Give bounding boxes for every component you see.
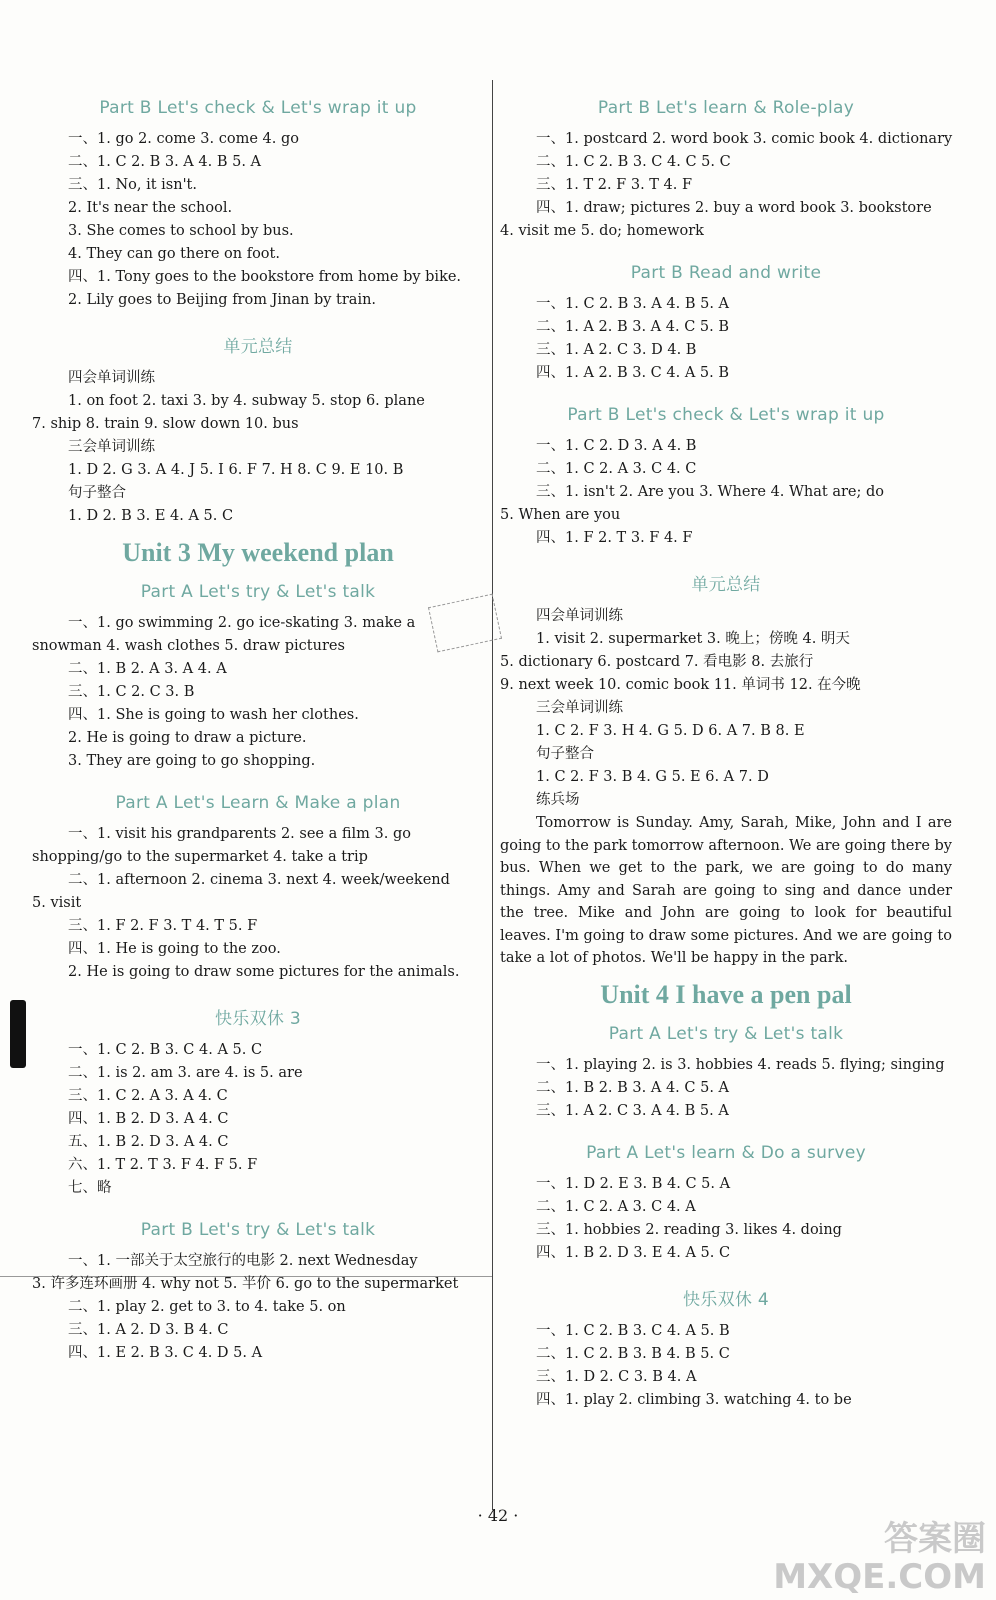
- unit-title: Unit 3 My weekend plan: [122, 538, 394, 567]
- answer-block: [32, 823, 484, 984]
- answer-line: snowman 4. wash clothes 5. draw pictures: [32, 638, 345, 654]
- answer-line: 二、1. play 2. get to 3. to 4. take 5. on: [68, 1299, 346, 1315]
- answer-line: 六、1. T 2. T 3. F 4. F 5. F: [68, 1157, 258, 1173]
- answer-line: 五、1. B 2. D 3. A 4. C: [68, 1134, 229, 1150]
- answer-line: 一、1. visit his grandparents 2. see a film 3. go: [68, 826, 411, 842]
- answer-line: 三、1. T 2. F 3. T 4. F: [536, 177, 693, 193]
- answer-line: 3. She comes to school by bus.: [68, 223, 294, 239]
- answer-line: 一、1. postcard 2. word book 3. comic book 4. dictionary: [536, 131, 953, 147]
- answer-line: 5. visit: [32, 895, 82, 911]
- answer-line: 三会单词训练: [536, 700, 623, 716]
- answer-line: 四、1. F 2. T 3. F 4. F: [536, 530, 693, 546]
- section-title: Part B Let's try & Let's talk: [140, 1220, 376, 1240]
- answer-line: 二、1. B 2. B 3. A 4. C 5. A: [536, 1079, 730, 1096]
- answer-line: 3. 许多连环画册 4. why not 5. 半价 6. go to the supermarket: [32, 1276, 459, 1292]
- answer-line: 一、1. D 2. E 3. B 4. C 5. A: [536, 1175, 731, 1192]
- answer-line: 一、1. 一部关于太空旅行的电影 2. next Wednesday: [68, 1253, 418, 1269]
- answer-block: [500, 293, 952, 385]
- answer-block: [500, 1320, 952, 1412]
- answer-line: 四、1. Tony goes to the bookstore from home by bike.: [68, 269, 462, 285]
- answer-line: 一、1. C 2. B 3. A 4. B 5. A: [536, 296, 730, 312]
- answer-line: 1. C 2. F 3. H 4. G 5. D 6. A 7. B 8. E: [536, 723, 805, 739]
- section-title: 快乐双休 4: [682, 1289, 770, 1310]
- watermark: 答案圈 MXQE.COM: [773, 1519, 986, 1597]
- answer-block: [32, 612, 484, 773]
- answer-line: 三会单词训练: [68, 439, 155, 455]
- answer-line: 三、1. No, it isn't.: [68, 177, 197, 193]
- answer-line: 二、1. A 2. B 3. A 4. C 5. B: [536, 319, 730, 335]
- answer-line: 七、略: [68, 1180, 112, 1196]
- answer-line: 1. on foot 2. taxi 3. by 4. subway 5. stop 6. plane: [68, 393, 425, 409]
- answer-block: [32, 1250, 484, 1365]
- section-title: 快乐双休 3: [214, 1009, 302, 1029]
- answer-block: [500, 605, 952, 812]
- answer-line: 三、1. isn't 2. Are you 3. Where 4. What are; do: [536, 484, 885, 500]
- answer-line: 1. D 2. G 3. A 4. J 5. I 6. F 7. H 8. C 9. E 10. B: [68, 462, 404, 478]
- answer-line: 一、1. C 2. D 3. A 4. B: [536, 438, 697, 454]
- answer-line: 四、1. He is going to the zoo.: [68, 941, 281, 957]
- answer-line: 四、1. draw; pictures 2. buy a word book 3. bookstore: [536, 200, 932, 216]
- page-number: · 42 ·: [477, 1506, 519, 1525]
- answer-line: shopping/go to the supermarket 4. take a trip: [32, 849, 368, 865]
- answer-line: 4. visit me 5. do; homework: [500, 223, 704, 239]
- answer-block: [32, 367, 484, 528]
- answer-line: 三、1. D 2. C 3. B 4. A: [536, 1368, 697, 1385]
- answer-line: 一、1. C 2. B 3. C 4. A 5. C: [68, 1042, 263, 1058]
- answer-block: [500, 1173, 952, 1265]
- answer-line: 2. He is going to draw a picture.: [68, 730, 307, 746]
- answer-block: [500, 1054, 952, 1123]
- section-title: Part A Let's try & Let's talk: [608, 1023, 844, 1044]
- answer-line: 句子整合: [536, 746, 594, 762]
- answer-block: [32, 1039, 484, 1200]
- answer-line: 1. visit 2. supermarket 3. 晚上；傍晚 4. 明天: [536, 631, 850, 647]
- section-title: Part B Let's check & Let's wrap it up: [99, 98, 417, 118]
- answer-line: 5. When are you: [500, 507, 621, 523]
- answer-line: 7. ship 8. train 9. slow down 10. bus: [32, 416, 299, 432]
- answer-line: 4. They can go there on foot.: [68, 246, 280, 262]
- column-divider: [492, 80, 493, 1510]
- section-title: Part A Let's Learn & Make a plan: [115, 793, 401, 813]
- section-title: Part B Let's learn & Role-play: [597, 98, 855, 118]
- answer-line: 三、1. F 2. F 3. T 4. T 5. F: [68, 918, 258, 934]
- answer-line: 一、1. C 2. B 3. C 4. A 5. B: [536, 1322, 730, 1339]
- answer-line: 3. They are going to go shopping.: [68, 753, 316, 769]
- answer-line: 四会单词训练: [536, 608, 623, 624]
- answer-line: 二、1. C 2. B 3. B 4. B 5. C: [536, 1345, 730, 1362]
- section-title: 单元总结: [223, 337, 293, 357]
- answer-line: 三、1. C 2. C 3. B: [68, 684, 195, 700]
- answer-line: 二、1. C 2. B 3. C 4. C 5. C: [536, 154, 731, 170]
- section-title: Part B Let's check & Let's wrap it up: [567, 405, 885, 425]
- binder-mark: [10, 1000, 26, 1068]
- answer-line: 句子整合: [68, 485, 126, 501]
- section-title: Part A Let's learn & Do a survey: [586, 1142, 866, 1163]
- answer-line: 2. He is going to draw some pictures for the animals.: [68, 964, 460, 980]
- answer-line: 一、1. go swimming 2. go ice-skating 3. make a: [68, 615, 416, 631]
- right-column: [500, 90, 952, 1412]
- answer-line: 二、1. C 2. A 3. C 4. A: [536, 1198, 696, 1215]
- section-title: 单元总结: [691, 575, 761, 595]
- section-title: Part B Read and write: [630, 263, 822, 283]
- answer-line: 四、1. B 2. D 3. E 4. A 5. C: [536, 1244, 731, 1261]
- answer-line: 5. dictionary 6. postcard 7. 看电影 8. 去旅行: [500, 654, 814, 670]
- answer-line: 三、1. A 2. D 3. B 4. C: [68, 1322, 229, 1338]
- answer-line: 练兵场: [536, 792, 580, 808]
- left-column: [32, 90, 484, 1365]
- answer-line: 四、1. E 2. B 3. C 4. D 5. A: [68, 1345, 263, 1361]
- answer-line: 二、1. C 2. B 3. A 4. B 5. A: [68, 154, 262, 170]
- answer-line: 二、1. is 2. am 3. are 4. is 5. are: [68, 1065, 303, 1081]
- answer-line: 二、1. afternoon 2. cinema 3. next 4. week/weekend: [68, 872, 450, 888]
- answer-line: 四、1. B 2. D 3. A 4. C: [68, 1111, 229, 1127]
- answer-block: [500, 128, 952, 243]
- answer-line: 1. C 2. F 3. B 4. G 5. E 6. A 7. D: [536, 769, 769, 785]
- answer-line: 2. Lily goes to Beijing from Jinan by train.: [68, 292, 377, 308]
- answer-line: 1. D 2. B 3. E 4. A 5. C: [68, 508, 234, 524]
- answer-line: 一、1. go 2. come 3. come 4. go: [68, 131, 299, 147]
- answer-line: 2. It's near the school.: [68, 200, 233, 216]
- answer-block: [500, 435, 952, 550]
- unit-title: Unit 4 I have a pen pal: [600, 979, 852, 1009]
- answer-line: 三、1. hobbies 2. reading 3. likes 4. doing: [536, 1221, 842, 1238]
- answer-line: 一、1. playing 2. is 3. hobbies 4. reads 5. flying; singing: [536, 1056, 945, 1073]
- answer-line: 二、1. C 2. A 3. C 4. C: [536, 461, 697, 477]
- answer-line: 四、1. She is going to wash her clothes.: [68, 707, 359, 723]
- answer-line: 四会单词训练: [68, 370, 155, 386]
- practice-passage: Tomorrow is Sunday. Amy, Sarah, Mike, John and I are going to the park tomorrow afternoon. We are going there by bus. When we get to the park, we are going to do many things. Amy and Sarah are going to sing and dance under the tree. Mike and John are going to look for beautiful leaves. I'm going to draw some pictures. And we are going to take a lot of photos. We'll be happy in the park.: [500, 815, 952, 966]
- answer-line: 三、1. A 2. C 3. A 4. B 5. A: [536, 1102, 729, 1119]
- answer-block: [32, 128, 484, 312]
- answer-line: 三、1. C 2. A 3. A 4. C: [68, 1088, 228, 1104]
- answer-line: 二、1. B 2. A 3. A 4. A: [68, 661, 227, 677]
- answer-line: 四、1. play 2. climbing 3. watching 4. to be: [536, 1391, 852, 1408]
- answer-line: 9. next week 10. comic book 11. 单词书 12. 在今晚: [500, 677, 861, 693]
- answer-line: 四、1. A 2. B 3. C 4. A 5. B: [536, 365, 730, 381]
- answer-line: 三、1. A 2. C 3. D 4. B: [536, 342, 697, 358]
- section-title: Part A Let's try & Let's talk: [140, 582, 376, 602]
